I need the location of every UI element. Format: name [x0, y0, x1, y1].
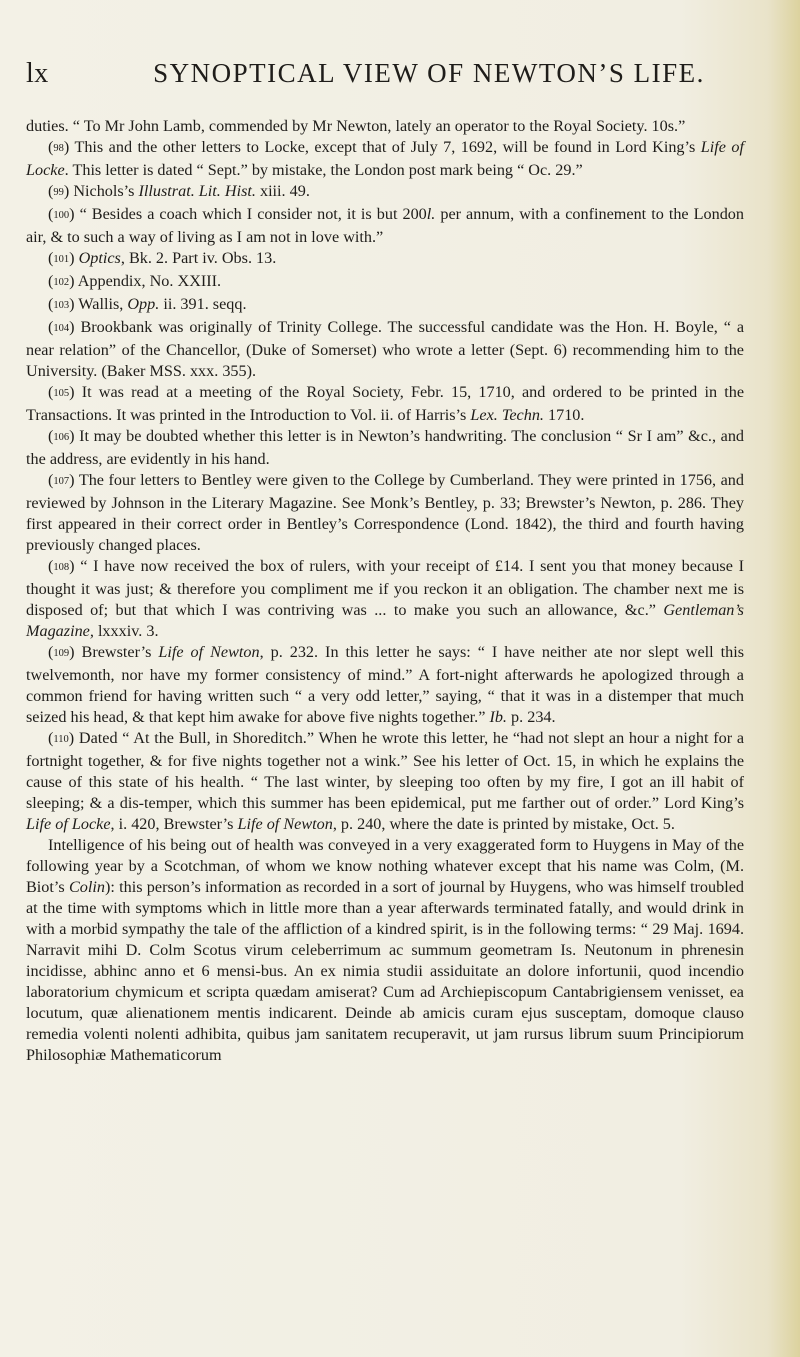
text-run: , i. 420, Brewster’s [110, 815, 238, 833]
footnote-99: (99) Nichols’s Illustrat. Lit. Hist. xiii. 49. [48, 182, 310, 200]
footnote-list [26, 137, 744, 835]
text-run: Brewster’s [81, 643, 159, 661]
footnote-109: (109) Brewster’s Life of Newton, p. 232. In this letter he says: “ I have neither ate nor slept well this twelvemonth, nor have my former consistency of mind.” A fort-night afterwards he apologized through a common friend for having written such “ a very odd letter,” saying, “ that it was in a distemper that much seized his head, & that kept him awake for above five nights together.” Ib. p. 234. [26, 643, 744, 726]
text-run: ): this person’s information as recorded in a sort of journal by Huygens, who was himself troubled at the time with symptoms which in little more than a year afterwards terminated fatally, and would drink in with a morbid sympathy the tale of the affliction of a kindred spirit, is in the following terms: “ 29 Maj. 1694. Narravit mihi D. Colm Scotus virum celeberrimum ac summum geometram Is. Neutonum in phrenesin incidisse, abhinc anno et 6 mensi-bus. An ex nimia studii assiduitate an dolore infortunii, quod incendio laboratorium chymicum et scripta quædam amiserat? Cum ad Archiepiscopum Cantabrigiensem venisset, ea locutum, quæ alienationem mentis indicarent. Deinde ab amicis curam ejus susceptam, domoque clauso remedia volenti nolenti adhibita, quibus jam sanitatem recuperavit, ut jam rursus librum suum Principiorum Philosophiæ Mathematicorum [26, 878, 744, 1064]
italic-text: Life of Newton [158, 643, 260, 661]
text-run: It was read at a meeting of the Royal Society, Febr. 15, 1710, and ordered to be printed in the Transactions. It was printed in the Introduction to Vol. ii. of Harris’s [26, 383, 744, 424]
text-run: Dated “ At the Bull, in Shoreditch.” When he wrote this letter, he “had not slept an hour a night for a fortnight together, & for five nights together not a wink.” See his letter of Oct. 15, in which he explains the cause of this state of his health. “ The last winter, by sleeping too often by my fire, I got an ill habit of sleeping; & a dis-temper, which this summer has been epidemical, put me farther out of order.” Lord King’s [26, 729, 745, 812]
footnote-number: 108 [53, 562, 70, 573]
page-body [26, 116, 744, 1066]
italic-text: Gentleman’s Magazine, [26, 601, 744, 640]
italic-text: Life of Locke [26, 815, 111, 833]
footnote-number: 106 [53, 432, 70, 443]
italic-text: l. [426, 205, 436, 223]
footnote-105: (105) It was read at a meeting of the Royal Society, Febr. 15, 1710, and ordered to be printed in the Transactions. It was printed in the Introduction to Vol. ii. of Harris’s Lex. Techn. 1710. [26, 383, 744, 424]
running-title: SYNOPTICAL VIEW OF NEWTON’S LIFE. [153, 58, 705, 88]
footnote-number: 103 [53, 300, 70, 311]
text-run: per annum, with a confinement to the London air, & to such a way of living as I am not in love with.” [26, 205, 744, 246]
footnote-106: (106) It may be doubted whether this letter is in Newton’s handwriting. The conclusion “ Sr I am” &c., and the address, are evidently in his hand. [26, 427, 745, 468]
footnote-110: (110) Dated “ At the Bull, in Shoreditch.” When he wrote this letter, he “had not slept an hour a night for a fortnight together, & for five nights together not a wink.” See his letter of Oct. 15, in which he explains the cause of this state of his health. “ The last winter, by sleeping too often by my fire, I got an ill habit of sleeping; & a dis-temper, which this summer has been epidemical, put me farther out of order.” Lord King’s Life of Locke, i. 420, Brewster’s Life of Newton, p. 240, where the date is printed by mistake, Oct. 5. [26, 729, 745, 833]
italic-text: Ib. [489, 708, 507, 726]
italic-text: Optics [78, 249, 121, 267]
text-run: , p. 232. In this letter he says: “ I have neither ate nor slept well this twelvemonth, nor have my former consistency of mind.” A fort-night afterwards he apologized through a common friend for having written such “ a very odd letter,” saying, “ that it was in a distemper that much seized his head, & that kept him awake for above five nights together.” [26, 643, 744, 726]
italic-text: Illustrat. Lit. Hist. [138, 182, 256, 200]
footnote-number: 107 [53, 476, 70, 487]
footnote-number: 104 [53, 323, 70, 334]
footnote-98: (98) This and the other letters to Locke, except that of July 7, 1692, will be found in Lord King’s Life of Locke. This letter is dated “ Sept.” by mistake, the London post mark being “ Oc. 29.” [26, 138, 744, 179]
footnote-104: (104) Brookbank was originally of Trinity College. The successful candidate was the Hon. H. Boyle, “ a near relation” of the Chancellor, (Duke of Somerset) who wrote a letter (Sept. 6) recommending him to the University. (Baker MSS. xxx. 355). [26, 318, 745, 380]
footnote-101: (101) Optics, Bk. 2. Part iv. Obs. 13. [48, 249, 277, 267]
text-run: ii. 391. seqq. [159, 295, 247, 313]
text-run: “ Besides a coach which I consider not, it is but 200 [79, 205, 427, 223]
page-header [26, 58, 760, 98]
text-run: . This letter is dated “ Sept.” by mistake, the London post mark being “ Oc. 29.” [64, 161, 583, 179]
italic-text: Opp. [127, 295, 160, 313]
footnote-number: 99 [53, 187, 64, 198]
footnote-107: (107) The four letters to Bentley were given to the College by Cumberland. They were printed in 1756, and reviewed by Johnson in the Literary Magazine. See Monk’s Bentley, p. 33; Brewster’s Newton, p. 286. They first appeared in their correct order in Bentley’s Correspondence (Lond. 1842), the third and fourth having previously changed places. [26, 471, 744, 554]
footnote-108: (108) “ I have now received the box of rulers, with your receipt of £14. I sent you that money because I thought it was just; & therefore you compliment me if you reckon it an obligation. The chamber next me is disposed of; but that which I was contriving was ... to make you such an allowance, &c.” Gentleman’s Magazine, lxxxiv. 3. [26, 557, 745, 640]
text-run: “ I have now received the box of rulers, with your receipt of £14. I sent you that money because I thought it was just; & therefore you compliment me if you reckon it an obligation. The chamber next me is disposed of; but that which I was contriving was ... to make you such an allowance, &c.” [26, 557, 745, 619]
footnote-number: 101 [53, 254, 70, 265]
text-run: Wallis, [78, 295, 128, 313]
text-run: , Bk. 2. Part iv. Obs. 13. [120, 249, 277, 267]
text-run: lxxxiv. 3. [93, 622, 159, 640]
footnote-103: (103) Wallis, Opp. ii. 391. seqq. [48, 295, 247, 313]
footnote-number: 102 [53, 277, 70, 288]
text-run: Appendix, No. XXIII. [77, 272, 222, 290]
text-run: This and the other letters to Locke, except that of July 7, 1692, will be found in Lord King’s [74, 138, 701, 156]
closing-paragraph [26, 835, 744, 1066]
text-run: p. 234. [506, 708, 556, 726]
footnote-number: 110 [53, 734, 69, 745]
italic-text: Life of Newton [237, 815, 333, 833]
italic-text: Lex. Techn. [470, 406, 544, 424]
page-number: lx [26, 58, 49, 89]
text-run: 1710. [543, 406, 585, 424]
continuation-text: duties. “ To Mr John Lamb, commended by Mr Newton, lately an operator to the Royal Society. 10s.” [26, 117, 686, 135]
text-run: The four letters to Bentley were given to the College by Cumberland. They were printed in 1756, and reviewed by Johnson in the Literary Magazine. See Monk’s Bentley, p. 33; Brewster’s Newton, p. 286. They first appeared in their correct order in Bentley’s Correspondence (Lond. 1842), the third and fourth having previously changed places. [26, 471, 744, 554]
footnote-number: 98 [53, 143, 64, 154]
text-run: xiii. 49. [255, 182, 310, 200]
italic-text: Life of Locke [26, 138, 744, 179]
footnote-number: 109 [53, 648, 70, 659]
text-run: , p. 240, where the date is printed by mistake, Oct. 5. [332, 815, 675, 833]
italic-text: Colin [68, 878, 105, 896]
text-run: Intelligence of his being out of health was conveyed in a very exaggerated form to Huygens in May of the following year by a Scotchman, of whom we know nothing whatever except that his name was Colm, (M. Biot’s [26, 836, 744, 896]
footnote-number: 100 [53, 210, 70, 221]
footnote-number: 105 [53, 388, 70, 399]
text-run: Brookbank was originally of Trinity College. The successful candidate was the Hon. H. Boyle, “ a near relation” of the Chancellor, (Duke of Somerset) who wrote a letter (Sept. 6) recommending him to the University. (Baker MSS. xxx. 355). [26, 318, 745, 380]
text-run: It may be doubted whether this letter is in Newton’s handwriting. The conclusion “ Sr I am” &c., and the address, are evidently in his hand. [26, 427, 745, 468]
text-run: Nichols’s [73, 182, 139, 200]
footnote-100: (100) “ Besides a coach which I consider not, it is but 200l. per annum, with a confinement to the London air, & to such a way of living as I am not in love with.” [26, 205, 744, 246]
footnote-102: (102) Appendix, No. XXIII. [48, 272, 222, 290]
